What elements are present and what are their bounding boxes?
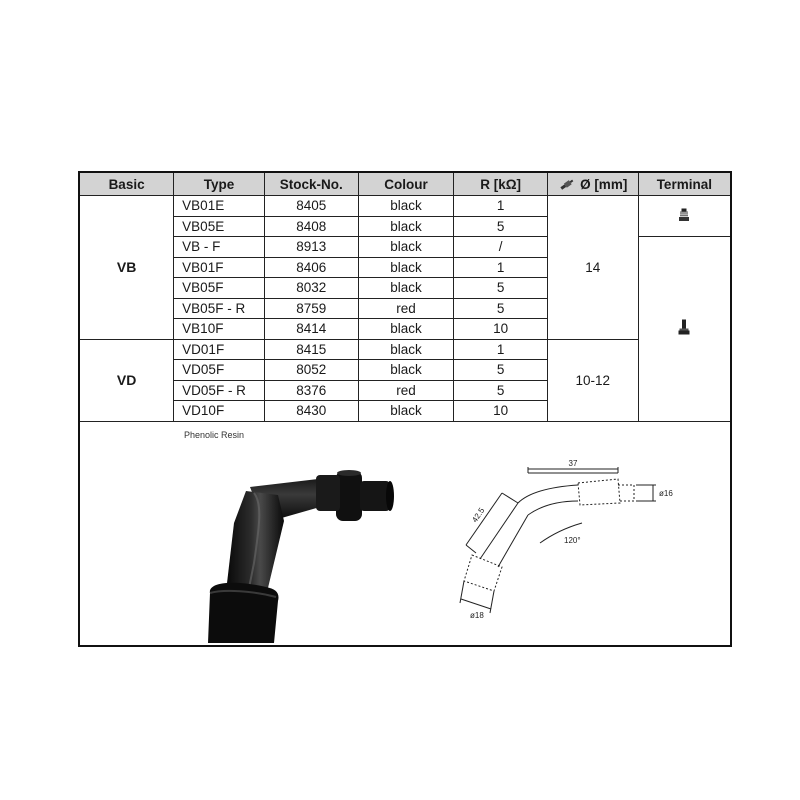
dim-length: 42.5	[470, 506, 487, 525]
terminal-solid-icon	[678, 319, 690, 335]
header-stock-no: Stock-No.	[264, 173, 358, 196]
table-row	[80, 339, 730, 360]
cell-stock: 8759	[264, 298, 358, 319]
dim-width: 37	[568, 459, 578, 468]
cell-colour: black	[358, 278, 454, 299]
header-type: Type	[174, 173, 265, 196]
cell-colour: black	[358, 216, 454, 237]
cell-stock: 8052	[264, 360, 358, 381]
group-diameter-vd: 10-12	[547, 339, 638, 421]
cell-stock: 8376	[264, 380, 358, 401]
product-sheet	[78, 171, 732, 647]
header-diameter	[547, 173, 638, 196]
cell-stock: 8406	[264, 257, 358, 278]
cell-colour: black	[358, 360, 454, 381]
cell-colour: black	[358, 257, 454, 278]
header-resistance: R [kΩ]	[454, 173, 548, 196]
terminal-cell-1	[638, 196, 730, 237]
cell-resistance: 1	[454, 339, 548, 360]
cell-type: VB10F	[174, 319, 265, 340]
cell-colour: red	[358, 380, 454, 401]
cell-type: VB01F	[174, 257, 265, 278]
cell-colour: black	[358, 339, 454, 360]
cell-stock: 8405	[264, 196, 358, 217]
table-header-row	[80, 173, 730, 196]
material-label: Phenolic Resin	[184, 430, 245, 440]
header-colour: Colour	[358, 173, 454, 196]
cell-resistance: 5	[454, 360, 548, 381]
table-row	[80, 196, 730, 217]
group-diameter-vb: 14	[547, 196, 638, 340]
dim-bottom-diameter: ø18	[470, 611, 484, 620]
cell-resistance: 5	[454, 216, 548, 237]
spark-plug-icon	[558, 178, 576, 191]
cell-type: VB05E	[174, 216, 265, 237]
cell-colour: red	[358, 298, 454, 319]
header-basic: Basic	[80, 173, 174, 196]
cell-resistance: 5	[454, 278, 548, 299]
terminal-cell-2	[638, 237, 730, 422]
cell-type: VD05F - R	[174, 380, 265, 401]
cell-stock: 8913	[264, 237, 358, 258]
cell-colour: black	[358, 196, 454, 217]
cell-stock: 8430	[264, 401, 358, 422]
technical-drawing	[458, 459, 673, 623]
terminal-nut-icon	[678, 208, 690, 222]
cell-resistance: 5	[454, 298, 548, 319]
header-terminal: Terminal	[638, 173, 730, 196]
cell-resistance: 1	[454, 196, 548, 217]
product-photo	[150, 463, 410, 633]
cell-colour: black	[358, 319, 454, 340]
cell-stock: 8032	[264, 278, 358, 299]
cell-type: VB05F	[174, 278, 265, 299]
cell-stock: 8414	[264, 319, 358, 340]
group-basic-vd: VD	[80, 339, 174, 421]
cell-colour: black	[358, 401, 454, 422]
cell-type: VD01F	[174, 339, 265, 360]
header-diameter-label: Ø [mm]	[580, 176, 628, 192]
cell-stock: 8408	[264, 216, 358, 237]
cell-resistance: 1	[454, 257, 548, 278]
cell-stock: 8415	[264, 339, 358, 360]
cell-type: VB01E	[174, 196, 265, 217]
cell-colour: black	[358, 237, 454, 258]
spark-plug-cap-table	[80, 173, 730, 422]
cell-type: VB - F	[174, 237, 265, 258]
cell-resistance: 10	[454, 401, 548, 422]
cell-resistance: /	[454, 237, 548, 258]
group-basic-vb: VB	[80, 196, 174, 340]
cell-resistance: 10	[454, 319, 548, 340]
dim-angle: 120°	[564, 536, 581, 545]
cell-type: VD10F	[174, 401, 265, 422]
dim-top-diameter: ø16	[659, 489, 673, 498]
cell-resistance: 5	[454, 380, 548, 401]
cell-type: VB05F - R	[174, 298, 265, 319]
cell-type: VD05F	[174, 360, 265, 381]
